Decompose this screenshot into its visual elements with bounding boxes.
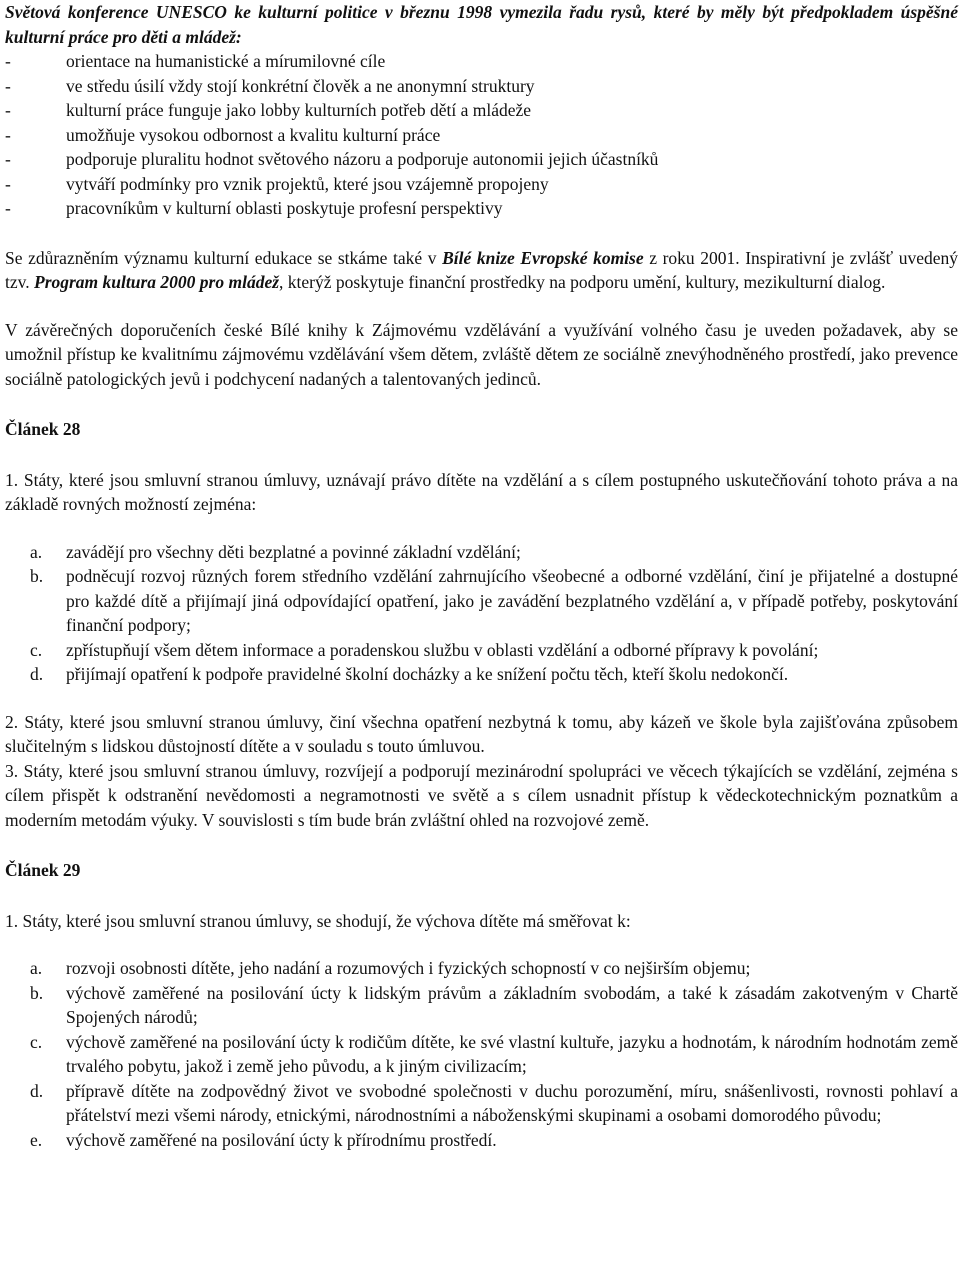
list-item: e. výchově zaměřené na posilování úcty k přírodnímu prostředí. bbox=[30, 1129, 497, 1150]
article-29 bbox=[5, 858, 958, 1152]
list-item: b. výchově zaměřené na posilování úcty k lidským právům a základním svobodám, a také k zásadám zakotveným v Chartě Spojených národů; bbox=[30, 982, 958, 1027]
white-paper-paragraph: Se zdůrazněním významu kulturní edukace se stkáme také v Bílé knize Evropské komise z roku 2001. Inspirativní je zvlášť uvedený tzv. Program kultura 2000 pro mládež, kterýž poskytuje finanční prostředky na podporu umění, kultury, mezikulturní dialog. bbox=[5, 247, 959, 292]
article-29-para-1: 1. Státy, které jsou smluvní stranou úmluvy, se shodují, že výchova dítěte má směřovat k: bbox=[5, 910, 631, 931]
list-item: - orientace na humanistické a mírumilovné cíle bbox=[5, 51, 386, 71]
list-item: - umožňuje vysokou odbornost a kvalitu kulturní práce bbox=[5, 124, 441, 145]
article-29-list bbox=[5, 956, 958, 1152]
program-title: Program kultura 2000 pro mládež bbox=[34, 272, 280, 292]
list-item: c. zpřístupňují všem dětem informace a poradenskou službu v oblasti vzdělání a odborné přípravy k povolání; bbox=[30, 639, 819, 660]
list-item: - kulturní práce funguje jako lobby kulturních potřeb dětí a mládeže bbox=[5, 100, 532, 120]
list-item: c. výchově zaměřené na posilování úcty k rodičům dítěte, ke své vlastní kultuře, jazyku a hodnotám, k národním hodnotám země trvalého pobytu, jakož i země jeho původu, a k jiným civilizacím; bbox=[30, 1031, 958, 1076]
list-item: a. rozvoji osobnosti dítěte, jeho nadání a rozumových i fyzických schopností v co nejširším objemu; bbox=[30, 958, 751, 978]
intro-section bbox=[5, 0, 958, 221]
article-28-heading: Článek 28 bbox=[5, 419, 81, 439]
list-item: - podporuje pluralitu hodnot světového názoru a podporuje autonomii jejich účastníků bbox=[5, 149, 659, 169]
list-item: a. zavádějí pro všechny děti bezplatné a povinné základní vzdělání; bbox=[30, 541, 521, 562]
article-28-para-3: 3. Státy, které jsou smluvní stranou úmluvy, rozvíjejí a podporují mezinárodní spolupráci ve věcech týkajících se vzdělání, zejména s cílem přispět k odstranění nevědomosti a negramotnosti ve světě a s cílem usnadnit přístup k vědeckotechnickým poznatkům a moderním metodám výuky. V souvislosti s tím bude brán zvláštní ohled na rozvojové země. bbox=[5, 760, 958, 830]
article-28-para-2: 2. Státy, které jsou smluvní stranou úmluvy, činí všechna opatření nezbytná k tomu, aby kázeň ve škole byla zajišťována způsobem slučitelným s lidskou důstojností dítěte a v souladu s touto úmluvou. bbox=[5, 711, 958, 756]
unesco-traits-list bbox=[5, 49, 958, 221]
list-item: - vytváří podmínky pro vznik projektů, které jsou vzájemně propojeny bbox=[5, 173, 549, 194]
article-29-heading: Článek 29 bbox=[5, 860, 81, 880]
list-item: b. podněcují rozvoj různých forem středního vzdělání zahrnujícího všeobecné a odborné vzdělání, činí je přijatelné a dostupné pro každé dítě a přijímají jiná odpovídající opatření, jako je zavádění bezplatného vzdělání a, v případě potřeby, poskytování finanční podpory; bbox=[30, 566, 958, 635]
article-28-list bbox=[5, 540, 958, 687]
list-item: - pracovníkům v kulturní oblasti poskytuje profesní perspektivy bbox=[5, 198, 503, 218]
list-item: d. přijímají opatření k podpoře pravidelné školní docházky a ke snížení počtu těch, kteří školu nedokončí. bbox=[30, 664, 789, 684]
article-28-para-1: 1. Státy, které jsou smluvní stranou úmluvy, uznávají právo dítěte na vzdělání a s cílem postupného uskutečňování tohoto práva a na základě rovných možností zejména: bbox=[5, 469, 958, 514]
list-item: d. přípravě dítěte na zodpovědný život ve svobodné společnosti v duchu porozumění, míru, snášenlivosti, rovnosti pohlaví a přátelství mezi všemi národy, etnickými, národnostními a náboženskými skupinami a osobami domorodého původu; bbox=[30, 1080, 958, 1125]
list-item: - ve středu úsilí vždy stojí konkrétní člověk a ne anonymní struktury bbox=[5, 75, 535, 96]
intro-heading: Světová konference UNESCO ke kulturní politice v březnu 1998 vymezila řadu rysů, které by měly být předpokladem úspěšné kulturní práce pro děti a mládež: bbox=[5, 2, 958, 47]
czech-white-paper-paragraph: V závěrečných doporučeních české Bílé knihy k Zájmovému vzdělávání a využívání volného času je uveden požadavek, aby se umožnil přístup ke kvalitnímu zájmovému vzdělávání všem dětem, zvláště dětem ze sociálně znevýhodněného prostředí, jako prevence sociálně patologických jevů i podchycení nadaných a talentovaných jedinců. bbox=[5, 319, 958, 389]
article-28 bbox=[5, 417, 958, 832]
white-paper-title: Bílé knize Evropské komise bbox=[442, 247, 644, 268]
